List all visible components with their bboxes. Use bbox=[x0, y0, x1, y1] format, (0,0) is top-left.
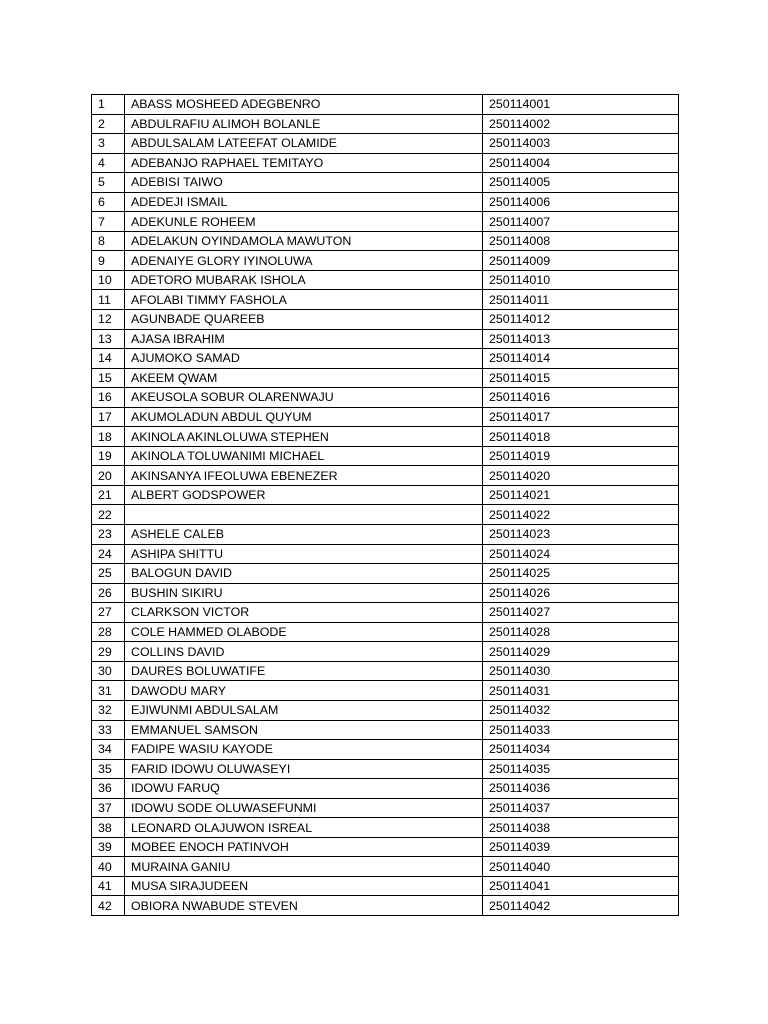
row-number-cell: 35 bbox=[92, 759, 125, 779]
row-number-cell: 14 bbox=[92, 349, 125, 369]
student-name-cell: BALOGUN DAVID bbox=[125, 564, 483, 584]
row-number-cell: 7 bbox=[92, 212, 125, 232]
table-row bbox=[92, 798, 679, 818]
student-name-cell: AGUNBADE QUAREEB bbox=[125, 310, 483, 330]
row-number-cell: 4 bbox=[92, 153, 125, 173]
student-name-cell: AKINSANYA IFEOLUWA EBENEZER bbox=[125, 466, 483, 486]
student-id-cell: 250114041 bbox=[483, 876, 679, 896]
row-number-cell: 5 bbox=[92, 173, 125, 193]
student-name-cell: FARID IDOWU OLUWASEYI bbox=[125, 759, 483, 779]
student-name-cell: EMMANUEL SAMSON bbox=[125, 720, 483, 740]
table-row bbox=[92, 583, 679, 603]
student-name-cell: ALBERT GODSPOWER bbox=[125, 485, 483, 505]
student-id-cell: 250114010 bbox=[483, 270, 679, 290]
table-row bbox=[92, 720, 679, 740]
table-row bbox=[92, 349, 679, 369]
student-id-cell: 250114021 bbox=[483, 485, 679, 505]
student-id-cell: 250114018 bbox=[483, 427, 679, 447]
table-row bbox=[92, 310, 679, 330]
student-name-cell: CLARKSON VICTOR bbox=[125, 603, 483, 623]
student-name-cell: ABDULRAFIU ALIMOH BOLANLE bbox=[125, 114, 483, 134]
student-name-cell: ASHELE CALEB bbox=[125, 525, 483, 545]
student-name-cell: EJIWUNMI ABDULSALAM bbox=[125, 700, 483, 720]
student-id-cell: 250114030 bbox=[483, 661, 679, 681]
table-row bbox=[92, 446, 679, 466]
student-id-cell: 250114005 bbox=[483, 173, 679, 193]
student-id-cell: 250114011 bbox=[483, 290, 679, 310]
row-number-cell: 17 bbox=[92, 407, 125, 427]
table-row bbox=[92, 857, 679, 877]
table-row bbox=[92, 270, 679, 290]
row-number-cell: 22 bbox=[92, 505, 125, 525]
row-number-cell: 23 bbox=[92, 525, 125, 545]
student-name-cell: OBIORA NWABUDE STEVEN bbox=[125, 896, 483, 916]
student-name-cell: IDOWU SODE OLUWASEFUNMI bbox=[125, 798, 483, 818]
student-id-cell: 250114007 bbox=[483, 212, 679, 232]
student-name-cell: ADEBISI TAIWO bbox=[125, 173, 483, 193]
row-number-cell: 21 bbox=[92, 485, 125, 505]
student-id-cell: 250114008 bbox=[483, 231, 679, 251]
table-row bbox=[92, 466, 679, 486]
student-id-cell: 250114009 bbox=[483, 251, 679, 271]
row-number-cell: 6 bbox=[92, 192, 125, 212]
table-row bbox=[92, 603, 679, 623]
table-row bbox=[92, 290, 679, 310]
student-name-cell: ABASS MOSHEED ADEGBENRO bbox=[125, 95, 483, 115]
table-row bbox=[92, 192, 679, 212]
table-row bbox=[92, 681, 679, 701]
student-id-cell: 250114033 bbox=[483, 720, 679, 740]
table-row bbox=[92, 876, 679, 896]
table-row bbox=[92, 740, 679, 760]
student-name-cell bbox=[125, 505, 483, 525]
student-id-cell: 250114014 bbox=[483, 349, 679, 369]
student-id-cell: 250114024 bbox=[483, 544, 679, 564]
table-row bbox=[92, 818, 679, 838]
table-row bbox=[92, 329, 679, 349]
row-number-cell: 25 bbox=[92, 564, 125, 584]
student-name-cell: ADEBANJO RAPHAEL TEMITAYO bbox=[125, 153, 483, 173]
student-id-cell: 250114034 bbox=[483, 740, 679, 760]
row-number-cell: 29 bbox=[92, 642, 125, 662]
row-number-cell: 34 bbox=[92, 740, 125, 760]
row-number-cell: 10 bbox=[92, 270, 125, 290]
row-number-cell: 33 bbox=[92, 720, 125, 740]
roster-table-body bbox=[92, 95, 679, 916]
table-row bbox=[92, 388, 679, 408]
student-name-cell: ADEKUNLE ROHEEM bbox=[125, 212, 483, 232]
student-id-cell: 250114019 bbox=[483, 446, 679, 466]
student-id-cell: 250114028 bbox=[483, 622, 679, 642]
table-row bbox=[92, 407, 679, 427]
row-number-cell: 20 bbox=[92, 466, 125, 486]
table-row bbox=[92, 134, 679, 154]
student-name-cell: COLLINS DAVID bbox=[125, 642, 483, 662]
student-id-cell: 250114032 bbox=[483, 700, 679, 720]
student-id-cell: 250114003 bbox=[483, 134, 679, 154]
student-name-cell: AKEEM QWAM bbox=[125, 368, 483, 388]
student-name-cell: FADIPE WASIU KAYODE bbox=[125, 740, 483, 760]
row-number-cell: 3 bbox=[92, 134, 125, 154]
table-row bbox=[92, 505, 679, 525]
student-name-cell: ADENAIYE GLORY IYINOLUWA bbox=[125, 251, 483, 271]
student-name-cell: ASHIPA SHITTU bbox=[125, 544, 483, 564]
student-name-cell: MURAINA GANIU bbox=[125, 857, 483, 877]
row-number-cell: 40 bbox=[92, 857, 125, 877]
student-name-cell: BUSHIN SIKIRU bbox=[125, 583, 483, 603]
student-id-cell: 250114027 bbox=[483, 603, 679, 623]
student-id-cell: 250114013 bbox=[483, 329, 679, 349]
student-id-cell: 250114042 bbox=[483, 896, 679, 916]
row-number-cell: 42 bbox=[92, 896, 125, 916]
student-name-cell: MOBEE ENOCH PATINVOH bbox=[125, 837, 483, 857]
row-number-cell: 8 bbox=[92, 231, 125, 251]
student-id-cell: 250114035 bbox=[483, 759, 679, 779]
student-name-cell: AJUMOKO SAMAD bbox=[125, 349, 483, 369]
student-name-cell: ADEDEJI ISMAIL bbox=[125, 192, 483, 212]
student-id-cell: 250114031 bbox=[483, 681, 679, 701]
student-id-cell: 250114015 bbox=[483, 368, 679, 388]
table-row bbox=[92, 212, 679, 232]
student-name-cell: DAURES BOLUWATIFE bbox=[125, 661, 483, 681]
table-row bbox=[92, 485, 679, 505]
row-number-cell: 36 bbox=[92, 779, 125, 799]
student-name-cell: DAWODU MARY bbox=[125, 681, 483, 701]
student-id-cell: 250114006 bbox=[483, 192, 679, 212]
student-id-cell: 250114001 bbox=[483, 95, 679, 115]
table-row bbox=[92, 564, 679, 584]
table-row bbox=[92, 368, 679, 388]
table-row bbox=[92, 779, 679, 799]
table-row bbox=[92, 251, 679, 271]
student-id-cell: 250114029 bbox=[483, 642, 679, 662]
student-name-cell: AKINOLA TOLUWANIMI MICHAEL bbox=[125, 446, 483, 466]
table-row bbox=[92, 525, 679, 545]
student-id-cell: 250114022 bbox=[483, 505, 679, 525]
student-id-cell: 250114039 bbox=[483, 837, 679, 857]
row-number-cell: 41 bbox=[92, 876, 125, 896]
student-id-cell: 250114038 bbox=[483, 818, 679, 838]
table-row bbox=[92, 95, 679, 115]
student-id-cell: 250114040 bbox=[483, 857, 679, 877]
row-number-cell: 1 bbox=[92, 95, 125, 115]
row-number-cell: 28 bbox=[92, 622, 125, 642]
roster-table bbox=[91, 94, 679, 916]
row-number-cell: 11 bbox=[92, 290, 125, 310]
table-row bbox=[92, 153, 679, 173]
table-row bbox=[92, 896, 679, 916]
student-name-cell: COLE HAMMED OLABODE bbox=[125, 622, 483, 642]
student-id-cell: 250114026 bbox=[483, 583, 679, 603]
table-row bbox=[92, 661, 679, 681]
student-name-cell: ADETORO MUBARAK ISHOLA bbox=[125, 270, 483, 290]
student-name-cell: AKEUSOLA SOBUR OLARENWAJU bbox=[125, 388, 483, 408]
student-id-cell: 250114037 bbox=[483, 798, 679, 818]
student-id-cell: 250114004 bbox=[483, 153, 679, 173]
student-name-cell: AKINOLA AKINLOLUWA STEPHEN bbox=[125, 427, 483, 447]
row-number-cell: 27 bbox=[92, 603, 125, 623]
row-number-cell: 9 bbox=[92, 251, 125, 271]
table-row bbox=[92, 114, 679, 134]
row-number-cell: 15 bbox=[92, 368, 125, 388]
row-number-cell: 30 bbox=[92, 661, 125, 681]
student-id-cell: 250114017 bbox=[483, 407, 679, 427]
row-number-cell: 24 bbox=[92, 544, 125, 564]
table-row bbox=[92, 759, 679, 779]
row-number-cell: 18 bbox=[92, 427, 125, 447]
row-number-cell: 38 bbox=[92, 818, 125, 838]
student-id-cell: 250114020 bbox=[483, 466, 679, 486]
row-number-cell: 39 bbox=[92, 837, 125, 857]
row-number-cell: 37 bbox=[92, 798, 125, 818]
student-name-cell: LEONARD OLAJUWON ISREAL bbox=[125, 818, 483, 838]
row-number-cell: 32 bbox=[92, 700, 125, 720]
row-number-cell: 31 bbox=[92, 681, 125, 701]
table-row bbox=[92, 622, 679, 642]
student-id-cell: 250114025 bbox=[483, 564, 679, 584]
table-row bbox=[92, 642, 679, 662]
table-row bbox=[92, 427, 679, 447]
student-name-cell: IDOWU FARUQ bbox=[125, 779, 483, 799]
table-row bbox=[92, 231, 679, 251]
student-name-cell: ABDULSALAM LATEEFAT OLAMIDE bbox=[125, 134, 483, 154]
row-number-cell: 13 bbox=[92, 329, 125, 349]
student-id-cell: 250114016 bbox=[483, 388, 679, 408]
row-number-cell: 26 bbox=[92, 583, 125, 603]
table-row bbox=[92, 173, 679, 193]
student-id-cell: 250114036 bbox=[483, 779, 679, 799]
student-name-cell: MUSA SIRAJUDEEN bbox=[125, 876, 483, 896]
student-name-cell: AFOLABI TIMMY FASHOLA bbox=[125, 290, 483, 310]
row-number-cell: 12 bbox=[92, 310, 125, 330]
student-id-cell: 250114012 bbox=[483, 310, 679, 330]
row-number-cell: 19 bbox=[92, 446, 125, 466]
row-number-cell: 16 bbox=[92, 388, 125, 408]
student-id-cell: 250114002 bbox=[483, 114, 679, 134]
row-number-cell: 2 bbox=[92, 114, 125, 134]
table-row bbox=[92, 700, 679, 720]
table-row bbox=[92, 837, 679, 857]
student-name-cell: ADELAKUN OYINDAMOLA MAWUTON bbox=[125, 231, 483, 251]
student-name-cell: AJASA IBRAHIM bbox=[125, 329, 483, 349]
student-id-cell: 250114023 bbox=[483, 525, 679, 545]
table-row bbox=[92, 544, 679, 564]
student-name-cell: AKUMOLADUN ABDUL QUYUM bbox=[125, 407, 483, 427]
